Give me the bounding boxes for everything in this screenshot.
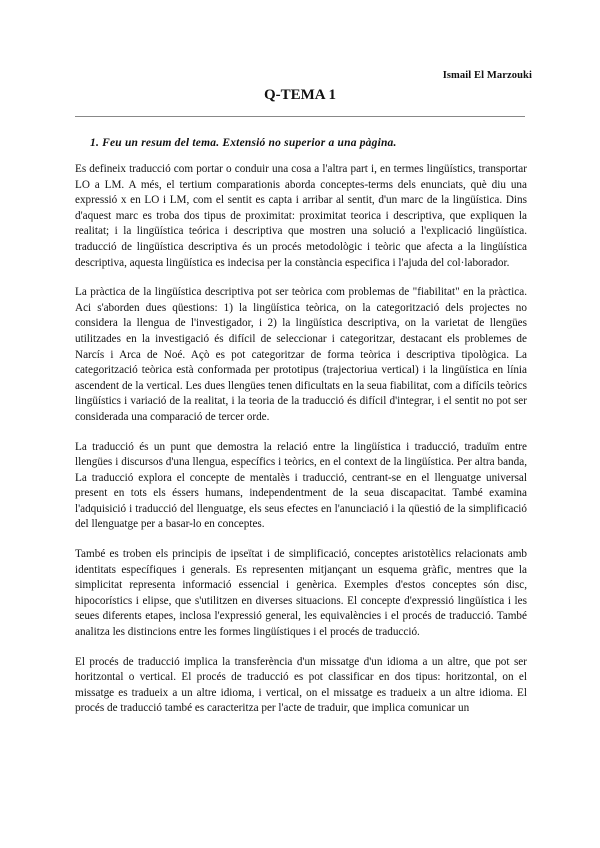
author-name: Ismail El Marzouki bbox=[442, 70, 532, 81]
document-body bbox=[75, 162, 527, 731]
body-paragraph-1: Es defineix traducció com portar o conduir una cosa a l'altra part i, en termes lingüístics, transportar LO a LM. A més, el tertium comparationis aborda conceptes-terms dels enunciats, què diu una expressió x en LO i LM, com el sentit es capta i arribar al sentit, d'un marc de la lingüística. Dins d'aquest marc es troba dos tipus de proximitat: proximitat teorica i descriptiva, que expliquen la realitat; i la lingüística teórica i descriptiva que mostren una solució a l'explicació lingüística. traducció de lingüística descriptiva és un procés metodològic i teòric que afecta a la lingüística descriptiva, aquesta lingüística es indecisa per la constància especifica i l'ajuda del col·laborador. bbox=[75, 163, 527, 269]
body-paragraph-3: La traducció és un punt que demostra la relació entre la lingüística i traducció, traduïm entre llengües i discursos d'una llengua, específics i teòrics, en el context de la lingüística. Per altra banda, La traducció explora el concepte de mentalès i traducció, centrant-se en el llenguatge universal present en tots els éssers humans, independentment de la seua discapacitat. També examina l'adquisició i traducció del llenguatge, els seus efectes en l'anunciació i la qüestió de la simplificació del llenguatge per a basar-lo en conceptes. bbox=[75, 440, 527, 531]
question-heading: 1. Feu un resum del tema. Extensió no superior a una pàgina. bbox=[90, 137, 397, 149]
page-title: Q-TEMA 1 bbox=[263, 87, 337, 103]
body-paragraph-4: També es troben els principis de ipseïtat i de simplificació, conceptes aristotèlics relacionats amb identitats específiques i generals. Es representen mitjançant un esquema gràfic, mentres que la simplicitat representa informació essencial i genèrica. Exemples d'estos conceptes són disc, hipocorístics i elipse, que s'utilitzen en diverses situacions. El concepte d'expressió lingüística i les seues diferents etapes, inclosa l'expressió general, les equivalències i el procés de traducció. També analitza les distincions entre les formes lingüístiques i el procés de traducció. bbox=[75, 548, 527, 639]
body-paragraph-5: El procés de traducció implica la transferència d'un missatge d'un idioma a un altre, que pot ser horitzontal o vertical. El procés de traducció es pot classificar en dos tipus: horitzontal, on el missatge es tradueix a un altre idioma, i vertical, on el missatge es tradueix a un altre idioma. El procés de traducció també es caracteritza per l'acte de traduir, que implica comunicar un bbox=[75, 655, 527, 715]
title-divider bbox=[75, 116, 525, 117]
body-paragraph-2: La pràctica de la lingüística descriptiva pot ser teòrica com problemas de "fiabilitat" en la pràctica. Aci s'aborden dues qüestions: 1) la lingüística teòrica, on la categorització dels projectes no considera la llengua de l'investigador, i 2) la lingüística descriptiva, on la varietat de llengües utilitzades en la investigació és difícil de seleccionar i categoritzar, destacant els problemes de Narcís i Arca de Noé. Açò es pot categoritzar de forma teòrica i descriptiva tipològica. La categorització teòrica està conformada per prototipus (trajectoriua vertical) i la lingüística en línia ascendent de la vertical. Les dues llengües tenen dificultats en la seua fiabilitat, com a difícils teòrics lingüístics i variació de la realitat, i la teoria de la traducció és difícil d'integrar, i el sentit no pot ser considerada una comparació de tercer orde. bbox=[75, 286, 527, 423]
